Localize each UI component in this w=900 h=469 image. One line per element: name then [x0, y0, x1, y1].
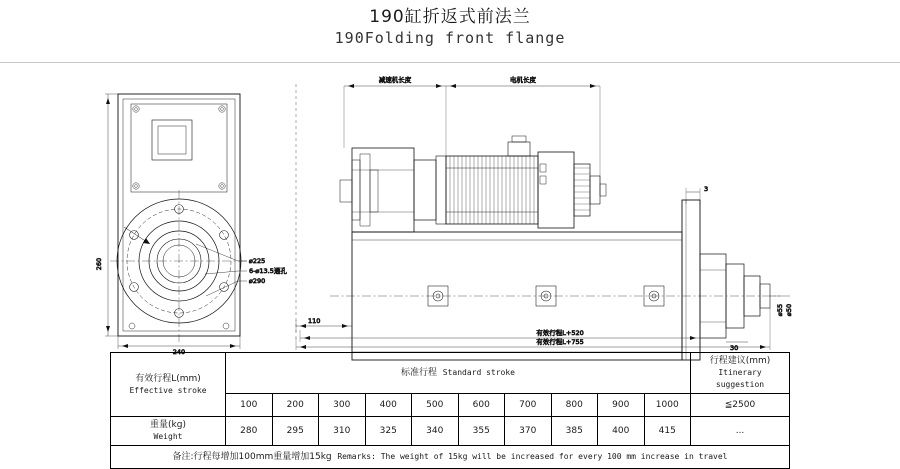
- weight-cell: 340: [412, 417, 459, 446]
- spec-table: [110, 352, 790, 469]
- stroke-cell: 400: [365, 394, 412, 417]
- hole-225-label: ⌀225: [249, 257, 266, 265]
- weight-cell: 355: [458, 417, 505, 446]
- bore-50-label: ⌀50: [785, 303, 793, 317]
- page-title: [0, 6, 900, 48]
- suggestion-value: ≦2500: [691, 394, 790, 417]
- suggestion-dots: ...: [691, 417, 790, 446]
- stroke-cell: 300: [319, 394, 366, 417]
- front-view: [95, 94, 287, 356]
- dim-240-label: 240: [172, 348, 186, 356]
- dim-110-label: 110: [308, 317, 321, 325]
- stroke-cell: 700: [505, 394, 552, 417]
- title-chinese: 190缸折返式前法兰: [369, 7, 531, 27]
- stroke-cell: 500: [412, 394, 459, 417]
- table-row-header: [111, 353, 790, 394]
- stroke-cell: 900: [598, 394, 645, 417]
- side-view: [296, 75, 796, 366]
- drawing-area: [0, 64, 900, 356]
- stroke-cell: 100: [226, 394, 273, 417]
- weight-cell: 385: [551, 417, 598, 446]
- reducer-length-label: 减速机长度: [378, 76, 412, 84]
- hole-13-5-label: 6-⌀13.5通孔: [249, 267, 287, 275]
- suggestion-header: 行程建议(mm) Itinerary suggestion: [691, 353, 790, 394]
- weight-cell: 295: [272, 417, 319, 446]
- stroke-cell: 600: [458, 394, 505, 417]
- bore-55-label: ⌀55: [776, 303, 784, 317]
- dim-3-label: 3: [704, 185, 709, 193]
- table-row-note: [111, 446, 790, 469]
- weight-cell: 400: [598, 417, 645, 446]
- title-divider: [0, 62, 900, 63]
- stroke-cell: 200: [272, 394, 319, 417]
- weight-row-label: 重量(kg) Weight: [111, 417, 226, 446]
- stroke-row-label: 有效行程L(mm) Effective stroke: [111, 353, 226, 417]
- standard-stroke-header: 标准行程 Standard stroke: [226, 353, 691, 394]
- stroke-cell: 1000: [644, 394, 691, 417]
- weight-cell: 370: [505, 417, 552, 446]
- dim-30-label: 30: [730, 344, 739, 352]
- stroke-cell: 800: [551, 394, 598, 417]
- weight-cell: 325: [365, 417, 412, 446]
- weight-cell: 280: [226, 417, 273, 446]
- note-cell: 备注:行程每增加100mm重量增加15kg Remarks: The weight of 15kg will be increased for every 100 mm increase in travel: [111, 446, 790, 469]
- dim-260-label: 260: [95, 257, 103, 271]
- motor-length-label: 电机长度: [510, 76, 536, 84]
- hole-290-label: ⌀290: [249, 277, 266, 285]
- total-stroke-755-label: 有效行程L+755: [536, 338, 584, 346]
- effective-stroke-520-label: 有效行程L+520: [536, 329, 584, 337]
- weight-cell: 310: [319, 417, 366, 446]
- table-row-weights: [111, 417, 790, 446]
- title-english: 190Folding front flange: [334, 29, 566, 47]
- weight-cell: 415: [644, 417, 691, 446]
